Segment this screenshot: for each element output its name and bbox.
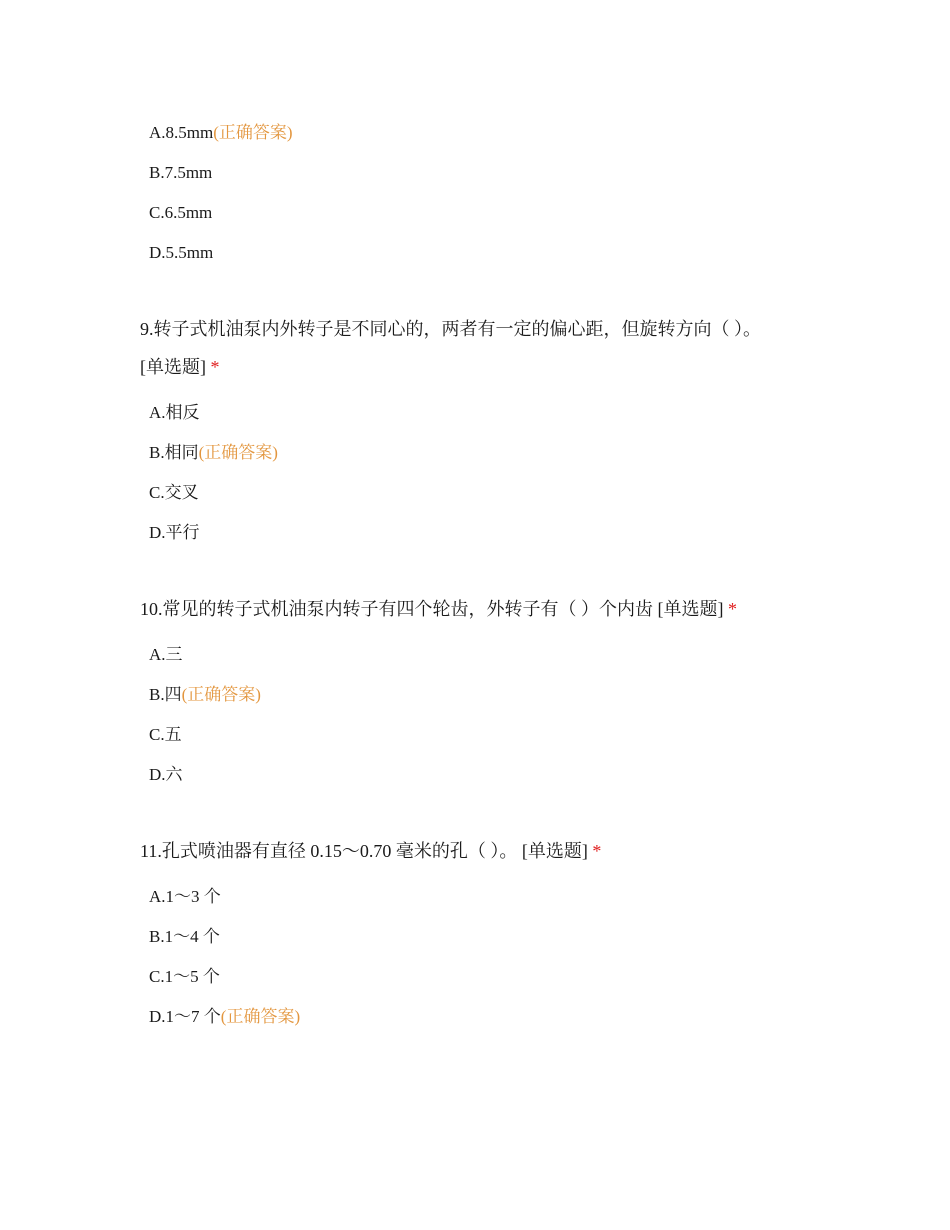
option-q10-d[interactable] — [149, 764, 183, 786]
correct-answer-tag: (正确答案) — [181, 685, 261, 704]
option-text: C.1～5 个 — [149, 967, 220, 986]
option-text: B.1～4 个 — [149, 927, 220, 946]
option-q9-c[interactable] — [149, 482, 199, 504]
option-q11-a[interactable] — [149, 886, 221, 908]
question-text: 11.孔式喷油器有直径 0.15～0.70 毫米的孔（ ）。 [单选题] — [140, 841, 588, 861]
question-11-title — [140, 840, 601, 862]
question-text: 9.转子式机油泵内外转子是不同心的，两者有一定的偏心距，但旋转方向（ ）。 — [140, 319, 761, 339]
required-marker: * — [592, 841, 602, 861]
option-text: B.7.5mm — [149, 163, 213, 182]
option-q9-a[interactable] — [149, 402, 200, 424]
required-marker: * — [728, 599, 737, 619]
correct-answer-tag: (正确答案) — [220, 1007, 301, 1026]
option-q9-d[interactable] — [149, 522, 200, 544]
option-text: D.六 — [149, 765, 183, 784]
option-q11-d[interactable] — [149, 1006, 300, 1028]
option-q11-b[interactable] — [149, 926, 220, 948]
option-text: D.平行 — [149, 523, 200, 542]
option-text: A.相反 — [149, 403, 200, 422]
option-text: C.交叉 — [149, 483, 199, 502]
option-text: C.五 — [149, 725, 182, 744]
option-text: C.6.5mm — [149, 203, 213, 222]
option-text: A.三 — [149, 645, 183, 664]
option-q9-b[interactable] — [149, 442, 278, 464]
option-text: A.1～3 个 — [149, 887, 221, 906]
question-type: [单选题] — [140, 357, 206, 377]
question-10-title — [140, 598, 737, 620]
option-q10-a[interactable] — [149, 644, 183, 666]
option-q10-c[interactable] — [149, 724, 182, 746]
option-text: B.相同 — [149, 443, 199, 462]
option-text: A.8.5mm — [149, 123, 214, 142]
option-q8-d[interactable] — [149, 242, 213, 264]
option-q8-c[interactable] — [149, 202, 212, 224]
option-q10-b[interactable] — [149, 684, 261, 706]
correct-answer-tag: (正确答案) — [213, 123, 293, 142]
question-9-title — [140, 318, 761, 340]
question-9-type — [140, 356, 220, 378]
option-q11-c[interactable] — [149, 966, 220, 988]
question-text: 10.常见的转子式机油泵内转子有四个轮齿，外转子有（ ）个内齿 [单选题] — [140, 599, 724, 619]
option-text: D.5.5mm — [149, 243, 214, 262]
correct-answer-tag: (正确答案) — [198, 443, 278, 462]
required-marker: * — [210, 357, 220, 377]
option-q8-a[interactable] — [149, 122, 293, 144]
option-text: B.四 — [149, 685, 182, 704]
option-q8-b[interactable] — [149, 162, 212, 184]
option-text: D.1～7 个 — [149, 1007, 221, 1026]
